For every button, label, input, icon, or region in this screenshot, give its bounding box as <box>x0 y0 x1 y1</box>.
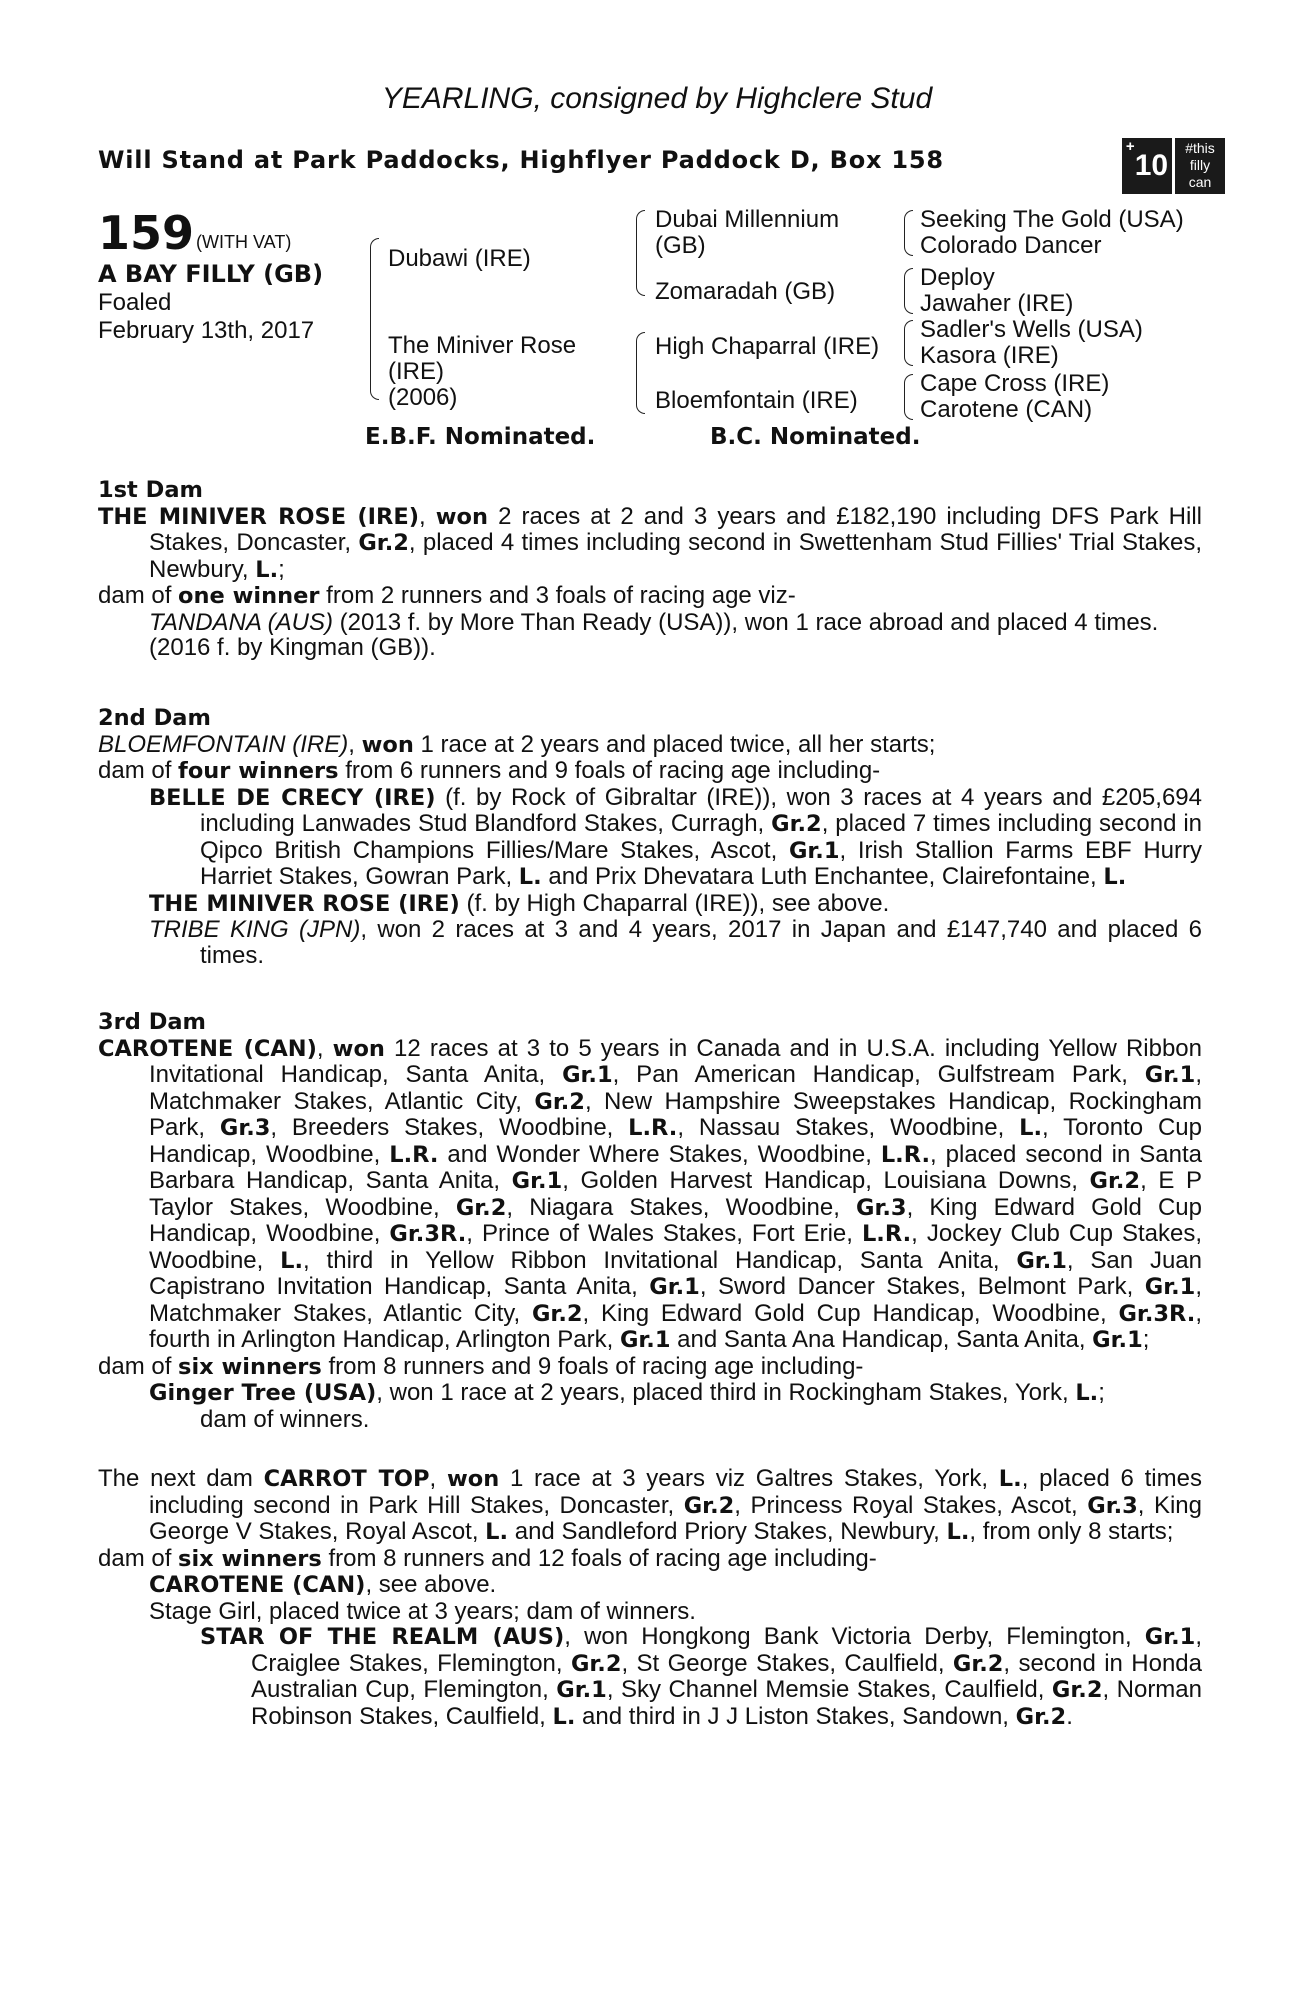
third-dam-record: CAROTENE (CAN), won 12 races at 3 to 5 years in Canada and in U.S.A. including Yellow Ribbon Invitational Handicap, Santa Anita, Gr.1, Pan American Handicap, Gulfstream Park, Gr.1, Matchmaker Stakes, Atlantic City, Gr.2, New Hampshire Sweepstakes Handicap, Rockingham Park, Gr.3, Breeders Stakes, Woodbine, L.R., Nassau Stakes, Woodbine, L., Toronto Cup Handicap, Woodbine, L.R. and Wonder Where Stakes, Woodbine, L.R., placed second in Santa Barbara Handicap, Santa Anita, Gr.1, Golden Harvest Handicap, Louisiana Downs, Gr.2, E P Taylor Stakes, Woodbine, Gr.2, Niagara Stakes, Woodbine, Gr.3, King Edward Gold Cup Handicap, Woodbine, Gr.3R., Prince of Wales Stakes, Fort Erie, L.R., Jockey Club Cup Stakes, Woodbine, L., third in Yellow Ribbon Invitational Handicap, Santa Anita, Gr.1, San Juan Capistrano Invitation Handicap, Santa Anita, Gr.1, Sword Dancer Stakes, Belmont Park, Gr.1, Matchmaker Stakes, Atlantic City, Gr.2, King Edward Gold Cup Handicap, Woodbine, Gr.3R., fourth in Arlington Handicap, Arlington Park, Gr.1 and Santa Ana Handicap, Santa Anita, Gr.1; <box>98 1034 1203 1353</box>
great-granddam-1: Colorado Dancer <box>920 232 1102 259</box>
first-dam-heading: 1st Dam <box>98 477 203 503</box>
plus-10-badge: +10 <box>1122 138 1172 194</box>
bc-nominated: B.C. Nominated. <box>710 424 921 450</box>
next-dam-record: The next dam CARROT TOP, won 1 race at 3 years viz Galtres Stakes, York, L., placed 6 times including second in Park Hill Stakes, Doncaster, Gr.2, Princess Royal Stakes, Ascot, Gr.3, King George V Stakes, Royal Ascot, L. and Sandleford Priory Stakes, Newbury, L., from only 8 starts; <box>98 1465 1202 1545</box>
foaled-label: Foaled <box>98 289 172 316</box>
gg-brace-2 <box>904 268 913 314</box>
gg-brace-3 <box>904 320 913 366</box>
second-dam-heading: 2nd Dam <box>98 705 211 731</box>
sire-dam-name: Zomaradah (GB) <box>655 278 836 305</box>
gg-brace-1 <box>904 210 913 256</box>
dam-line-brace <box>636 332 645 414</box>
first-dam-section <box>98 478 1202 661</box>
great-grandsire-4: Cape Cross (IRE) <box>920 370 1110 397</box>
ebf-nominated: E.B.F. Nominated. <box>365 424 596 450</box>
second-dam-section <box>98 706 1202 968</box>
dam-dam-name: Bloemfontain (IRE) <box>655 387 858 414</box>
this-filly-can-badge: #this filly can <box>1175 138 1225 194</box>
sire-sire-line1: Dubai Millennium <box>655 206 840 233</box>
lot-number: 159 <box>98 206 195 260</box>
second-dam-progeny-2: THE MINIVER ROSE (IRE) (f. by High Chaparral (IRE)), see above. <box>149 889 890 917</box>
first-dam-produce-summary: dam of one winner from 2 runners and 3 foals of racing age viz- <box>98 582 796 609</box>
next-dam-produce-summary: dam of six winners from 8 runners and 12 foals of racing age including- <box>98 1544 877 1572</box>
great-grandsire-1: Seeking The Gold (USA) <box>920 206 1184 233</box>
second-dam-progeny-1: BELLE DE CRECY (IRE) (f. by Rock of Gibraltar (IRE)), won 3 races at 4 years and £205,694 including Lanwades Stud Blandford Stakes, Curragh, Gr.2, placed 7 times including second in Qipco British Champions Fillies/Mare Stakes, Ascot, Gr.1, Irish Stallion Farms EBF Hurry Harriet Stakes, Gowran Park, L. and Prix Dhevatara Luth Enchantee, Clairefontaine, L. <box>149 783 1203 890</box>
first-dam-progeny-1: TANDANA (AUS) (2013 f. by More Than Ready (USA)), won 1 race abroad and placed 4 times. <box>149 608 1159 636</box>
next-dam-section <box>98 1466 1202 1730</box>
next-dam-progeny-1: CAROTENE (CAN), see above. <box>149 1571 497 1598</box>
sire-line-brace <box>636 210 645 296</box>
great-grandsire-2: Deploy <box>920 264 995 291</box>
dam-foaled-year: (2006) <box>388 384 458 411</box>
great-granddam-2: Jawaher (IRE) <box>920 290 1074 317</box>
lot-description: A BAY FILLY (GB) <box>98 260 324 288</box>
third-dam-heading: 3rd Dam <box>98 1009 206 1035</box>
sire-name: Dubawi (IRE) <box>388 245 531 272</box>
great-granddam-4: Carotene (CAN) <box>920 396 1093 423</box>
dam-sire-name: High Chaparral (IRE) <box>655 333 880 360</box>
foaled-date: February 13th, 2017 <box>98 317 315 344</box>
second-dam-record: BLOEMFONTAIN (IRE), won 1 race at 2 years and placed twice, all her starts; <box>98 730 936 758</box>
next-dam-grand-progeny-1: STAR OF THE REALM (AUS), won Hongkong Bank Victoria Derby, Flemington, Gr.1, Craiglee Stakes, Flemington, Gr.2, St George Stakes, Caulfield, Gr.2, second in Honda Australian Cup, Flemington, Gr.1, Sky Channel Memsie Stakes, Caulfield, Gr.2, Norman Robinson Stakes, Caulfield, L. and third in J J Liston Stakes, Sandown, Gr.2. <box>200 1623 1203 1730</box>
page-title: YEARLING, consigned by Highclere Stud <box>381 82 933 115</box>
great-grandsire-3: Sadler's Wells (USA) <box>920 316 1143 343</box>
second-dam-produce-summary: dam of four winners from 6 runners and 9 foals of racing age including- <box>98 757 881 784</box>
third-dam-produce-summary: dam of six winners from 8 runners and 9 foals of racing age including- <box>98 1352 864 1380</box>
dam-name-line1: The Miniver Rose <box>388 332 577 359</box>
great-granddam-3: Kasora (IRE) <box>920 342 1059 369</box>
gg-brace-4 <box>904 374 913 420</box>
first-dam-record: THE MINIVER ROSE (IRE), won 2 races at 2 and 3 years and £182,190 including DFS Park Hill Stakes, Doncaster, Gr.2, placed 4 times including second in Swettenham Stud Fillies' Trial Stakes, Newbury, L.; <box>98 502 1202 583</box>
second-dam-progeny-3: TRIBE KING (JPN), won 2 races at 3 and 4 years, 2017 in Japan and £147,740 and placed 6 times. <box>149 916 1203 969</box>
vat-label: (WITH VAT) <box>196 232 292 252</box>
sire-sire-line2: (GB) <box>655 232 706 259</box>
first-dam-progeny-2: (2016 f. by Kingman (GB)). <box>149 634 436 661</box>
third-dam-progeny-1-note: dam of winners. <box>200 1405 370 1433</box>
sire-dam-brace <box>370 238 379 400</box>
next-dam-progeny-2: Stage Girl, placed twice at 3 years; dam of winners. <box>149 1597 696 1625</box>
stand-location: Will Stand at Park Paddocks, Highflyer Paddock D, Box 158 <box>98 146 944 174</box>
third-dam-section <box>98 1010 1202 1432</box>
third-dam-progeny-1: Ginger Tree (USA), won 1 race at 2 years, placed third in Rockingham Stakes, York, L.; <box>149 1379 1105 1406</box>
dam-name-line2: (IRE) <box>388 358 444 385</box>
